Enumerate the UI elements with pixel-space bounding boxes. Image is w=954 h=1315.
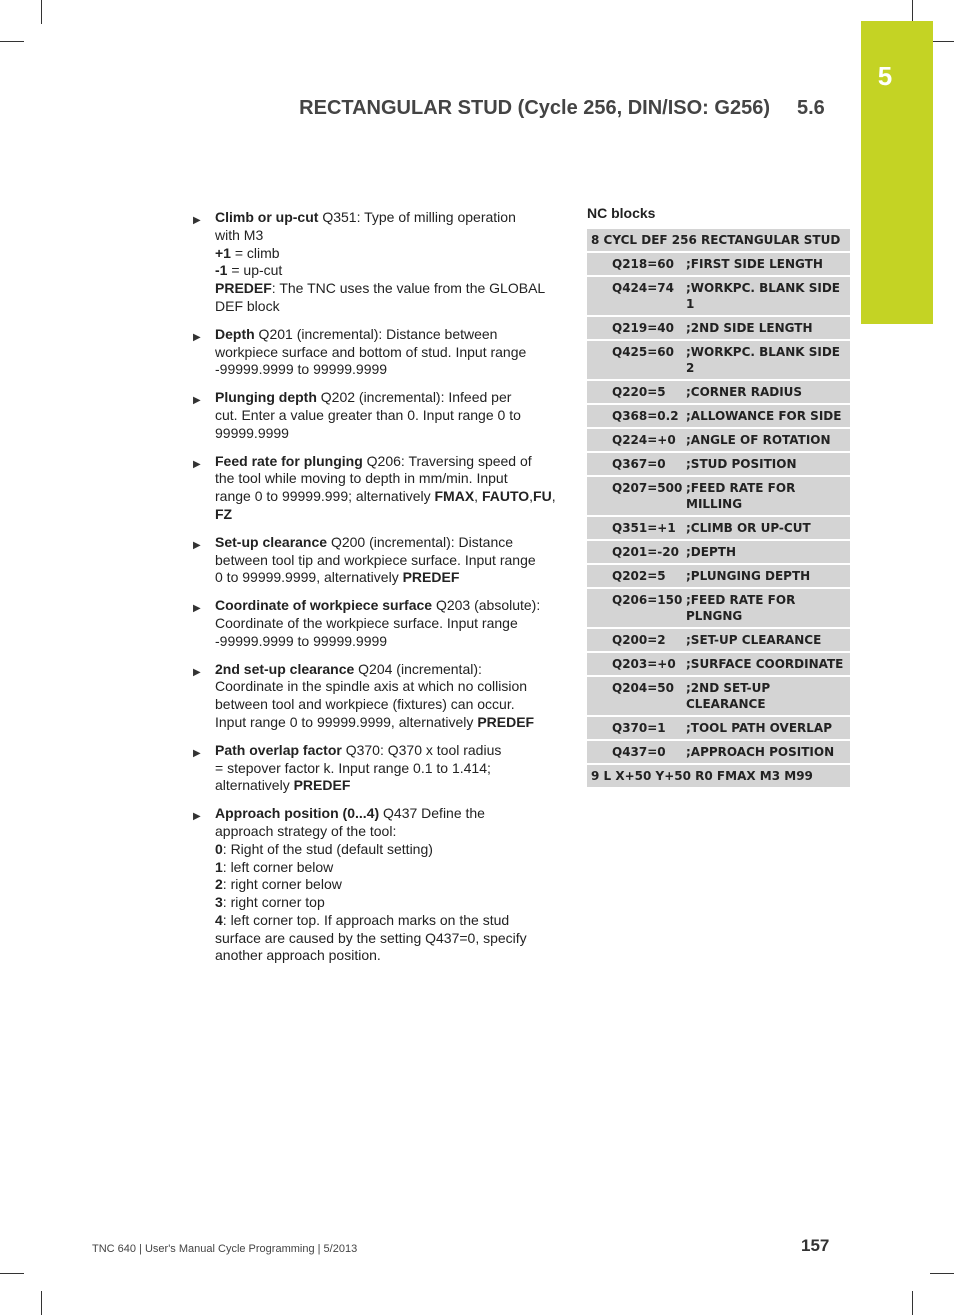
parameter-line	[215, 534, 558, 552]
nc-parameter-code: Q218=60	[612, 257, 675, 271]
option-key: PREDEF	[215, 280, 272, 297]
parameter-text: Q202 (incremental): Infeed per	[316, 389, 512, 406]
crop-mark	[41, 0, 42, 24]
crop-mark	[0, 1273, 24, 1274]
parameter-line	[215, 470, 558, 488]
nc-parameter-code: Q370=1	[612, 721, 666, 735]
parameter-text: workpiece surface and bottom of stud. Input range	[215, 343, 527, 360]
nc-block-row	[587, 541, 850, 563]
parameter-text: Q370: Q370 x tool radius	[341, 741, 502, 758]
parameter-option	[215, 930, 558, 948]
parameter-text: range 0 to 99999.999; alternatively	[215, 488, 435, 505]
nc-parameter-comment: ;SET-UP CLEARANCE	[686, 633, 822, 647]
parameter-text: Coordinate in the spindle axis at which no collision	[215, 678, 528, 695]
nc-parameter-comment: ;WORKPC. BLANK SIDE 2	[686, 345, 840, 375]
nc-block-row	[587, 341, 850, 379]
nc-block-row	[587, 317, 850, 339]
page-header-section: 5.6	[797, 97, 825, 119]
parameter-line	[215, 714, 558, 732]
parameter-text: 0 to 99999.9999, alternatively	[215, 569, 403, 586]
triangle-bullet-icon: ▶	[193, 811, 201, 823]
option-text: : Right of the stud (default setting)	[222, 840, 433, 857]
parameter-line	[215, 633, 558, 651]
nc-block-row	[587, 677, 850, 715]
chapter-number: 5	[877, 61, 893, 91]
nc-parameter-code: Q437=0	[612, 745, 666, 759]
parameter-text: with M3	[215, 226, 264, 243]
nc-parameter-comment: ;FEED RATE FOR MILLING	[686, 481, 796, 511]
nc-blocks-table	[587, 229, 850, 789]
parameter-line	[215, 569, 558, 587]
parameter-option	[215, 262, 558, 280]
parameter-option	[215, 298, 558, 316]
option-key: 3	[215, 894, 223, 911]
parameter-term: 2nd set-up clearance	[215, 660, 355, 677]
parameter-option	[215, 912, 558, 930]
option-key: -1	[215, 262, 228, 279]
option-text: : right corner top	[222, 894, 325, 911]
nc-parameter-comment: ;FEED RATE FOR PLNGNG	[686, 593, 796, 623]
option-key: 4	[215, 911, 223, 928]
parameter-term: Approach position (0...4)	[215, 805, 380, 822]
parameter-text: Q200 (incremental): Distance	[327, 533, 514, 550]
parameter-keyword: FU	[533, 488, 552, 505]
nc-parameter-comment: ;DEPTH	[686, 545, 736, 559]
parameter-keyword: FAUTO	[481, 488, 530, 505]
nc-parameter-comment: ;TOOL PATH OVERLAP	[686, 721, 832, 735]
parameter-option	[215, 947, 558, 965]
triangle-bullet-icon: ▶	[193, 539, 201, 551]
nc-block-row	[587, 405, 850, 427]
nc-parameter-code: Q368=0.2	[612, 409, 679, 423]
parameter-keyword: FZ	[215, 505, 233, 522]
option-key: +1	[215, 244, 231, 261]
nc-parameter-comment: ;2ND SIDE LENGTH	[686, 321, 813, 335]
nc-parameter-comment: ;ALLOWANCE FOR SIDE	[686, 409, 842, 423]
nc-parameter-comment: ;STUD POSITION	[686, 457, 797, 471]
parameter-text: Q203 (absolute):	[432, 597, 541, 614]
option-key: 2	[215, 876, 223, 893]
parameter-option	[215, 894, 558, 912]
nc-parameter-code: Q204=50	[612, 681, 675, 695]
nc-block-row	[587, 653, 850, 675]
nc-parameter-comment: ;PLUNGING DEPTH	[686, 569, 811, 583]
nc-parameter-code: Q202=5	[612, 569, 666, 583]
option-key: 1	[215, 858, 223, 875]
nc-parameter-code: Q219=40	[612, 321, 675, 335]
parameter-line	[215, 615, 558, 633]
parameter-option	[215, 280, 558, 298]
chapter-tab	[861, 21, 933, 324]
option-text: : left corner top. If approach marks on the stud	[222, 911, 510, 928]
parameter-text: cut. Enter a value greater than 0. Input range 0 to	[215, 406, 521, 423]
parameter-text: 99999.9999	[215, 424, 289, 441]
parameter-text: alternatively	[215, 777, 294, 794]
parameter-text: ,	[474, 488, 482, 505]
parameter-list	[193, 209, 558, 975]
nc-block-row	[587, 629, 850, 651]
nc-block-row	[587, 517, 850, 539]
nc-parameter-comment: ;ANGLE OF ROTATION	[686, 433, 831, 447]
parameter-text: between tool and workpiece (fixtures) can occur.	[215, 696, 515, 713]
parameter-term: Path overlap factor	[215, 741, 342, 758]
nc-parameter-comment: ;CLIMB OR UP-CUT	[686, 521, 811, 535]
parameter-line	[215, 227, 558, 245]
parameter-term: Climb or up-cut	[215, 209, 319, 225]
nc-parameter-comment: ;CORNER RADIUS	[686, 385, 803, 399]
parameter-text: -99999.9999 to 99999.9999	[215, 632, 388, 649]
crop-mark	[912, 1291, 913, 1315]
parameter-line	[215, 407, 558, 425]
parameter-item	[193, 389, 558, 442]
parameter-text: -99999.9999 to 99999.9999	[215, 361, 388, 378]
nc-parameter-code: Q201=-20	[612, 545, 679, 559]
parameter-item	[193, 742, 558, 795]
parameter-line	[215, 361, 558, 379]
nc-parameter-code: Q200=2	[612, 633, 666, 647]
parameter-text: Q206: Traversing speed of	[362, 452, 532, 469]
parameter-item	[193, 661, 558, 732]
triangle-bullet-icon: ▶	[193, 458, 201, 470]
parameter-text: the tool while moving to depth in mm/min. Input	[215, 470, 508, 487]
parameter-line	[215, 425, 558, 443]
crop-mark	[0, 41, 24, 42]
nc-parameter-comment: ;SURFACE COORDINATE	[686, 657, 844, 671]
triangle-bullet-icon: ▶	[193, 666, 201, 678]
parameter-text: ,	[551, 488, 556, 505]
parameter-text: Coordinate of the workpiece surface. Input range	[215, 614, 518, 631]
triangle-bullet-icon: ▶	[193, 395, 201, 407]
parameter-keyword: FMAX	[434, 488, 475, 505]
nc-block-row: 8 CYCL DEF 256 RECTANGULAR STUD	[587, 229, 850, 251]
triangle-bullet-icon: ▶	[193, 747, 201, 759]
parameter-option	[215, 859, 558, 877]
crop-mark	[930, 41, 954, 42]
option-text: surface are caused by the setting Q437=0, specify	[215, 929, 527, 946]
page-header-title: RECTANGULAR STUD (Cycle 256, DIN/ISO: G256)	[299, 97, 770, 119]
parameter-item	[193, 805, 558, 965]
crop-mark	[930, 1273, 954, 1274]
nc-block-row	[587, 453, 850, 475]
parameter-term: Set-up clearance	[215, 533, 328, 550]
nc-parameter-code: Q220=5	[612, 385, 666, 399]
parameter-line	[215, 552, 558, 570]
nc-block-row	[587, 429, 850, 451]
parameter-text: Q201 (incremental): Distance between	[254, 325, 498, 342]
parameter-item	[193, 453, 558, 524]
parameter-keyword: PREDEF	[477, 713, 535, 730]
parameter-line	[215, 209, 558, 227]
nc-block-row	[587, 381, 850, 403]
footer-text: TNC 640 | User's Manual Cycle Programming | 5/2013	[92, 1243, 358, 1255]
parameter-line	[215, 326, 558, 344]
nc-parameter-code: Q203=+0	[612, 657, 676, 671]
nc-block-row	[587, 717, 850, 739]
parameter-line	[215, 805, 558, 823]
parameter-item	[193, 326, 558, 379]
option-text: = climb	[230, 244, 280, 261]
page-number: 157	[801, 1236, 830, 1255]
nc-parameter-comment: ;WORKPC. BLANK SIDE 1	[686, 281, 840, 311]
parameter-option	[215, 876, 558, 894]
parameter-term: Depth	[215, 325, 255, 342]
nc-parameter-code: Q207=500	[612, 481, 683, 495]
nc-parameter-code: Q351=+1	[612, 521, 676, 535]
parameter-text: Q204 (incremental):	[354, 660, 482, 677]
parameter-text: between tool tip and workpiece surface. Input range	[215, 551, 536, 568]
parameter-text: Q437 Define the	[379, 805, 485, 822]
parameter-line	[215, 678, 558, 696]
parameter-line	[215, 597, 558, 615]
triangle-bullet-icon: ▶	[193, 215, 201, 226]
parameter-line	[215, 696, 558, 714]
nc-block-row	[587, 477, 850, 515]
option-key: 0	[215, 840, 223, 857]
option-text: : right corner below	[222, 876, 342, 893]
parameter-text: Q351: Type of milling operation	[318, 209, 516, 225]
nc-block-row	[587, 277, 850, 315]
parameter-option	[215, 245, 558, 263]
parameter-option	[215, 841, 558, 859]
option-text: : left corner below	[222, 858, 334, 875]
nc-parameter-code: Q367=0	[612, 457, 666, 471]
nc-blocks-heading: NC blocks	[587, 205, 656, 221]
parameter-line	[215, 760, 558, 778]
parameter-line	[215, 742, 558, 760]
parameter-keyword: PREDEF	[293, 777, 351, 794]
option-text: = up-cut	[227, 262, 283, 279]
crop-mark	[41, 1291, 42, 1315]
parameter-line	[215, 777, 558, 795]
parameter-term: Feed rate for plunging	[215, 452, 363, 469]
parameter-text: Input range 0 to 99999.9999, alternatively	[215, 713, 478, 730]
nc-parameter-comment: ;2ND SET-UP CLEARANCE	[686, 681, 771, 711]
nc-block-row	[587, 741, 850, 763]
triangle-bullet-icon: ▶	[193, 331, 201, 343]
nc-block-row	[587, 589, 850, 627]
parameter-term: Plunging depth	[215, 389, 317, 406]
parameter-text: approach strategy of the tool:	[215, 822, 397, 839]
nc-block-row	[587, 565, 850, 587]
parameter-line	[215, 488, 558, 524]
parameter-text: = stepover factor k. Input range 0.1 to 1.414;	[215, 759, 491, 776]
parameter-line	[215, 661, 558, 679]
nc-parameter-comment: ;APPROACH POSITION	[686, 745, 835, 759]
nc-parameter-code: Q425=60	[612, 345, 675, 359]
option-text: DEF block	[215, 297, 280, 314]
parameter-line	[215, 453, 558, 471]
triangle-bullet-icon: ▶	[193, 603, 201, 615]
parameter-item	[193, 209, 558, 316]
nc-parameter-code: Q224=+0	[612, 433, 676, 447]
option-text: : The TNC uses the value from the GLOBAL	[271, 280, 546, 297]
nc-parameter-code: Q206=150	[612, 593, 683, 607]
parameter-term: Coordinate of workpiece surface	[215, 597, 433, 614]
nc-block-row: 9 L X+50 Y+50 R0 FMAX M3 M99	[587, 765, 850, 787]
parameter-line	[215, 389, 558, 407]
parameter-keyword: PREDEF	[402, 569, 460, 586]
parameter-item	[193, 597, 558, 650]
parameter-item	[193, 534, 558, 587]
nc-parameter-code: Q424=74	[612, 281, 675, 295]
parameter-line	[215, 823, 558, 841]
parameter-line	[215, 344, 558, 362]
nc-block-row	[587, 253, 850, 275]
nc-parameter-comment: ;FIRST SIDE LENGTH	[686, 257, 823, 271]
parameter-text: ,	[529, 488, 534, 505]
option-text: another approach position.	[215, 947, 381, 964]
